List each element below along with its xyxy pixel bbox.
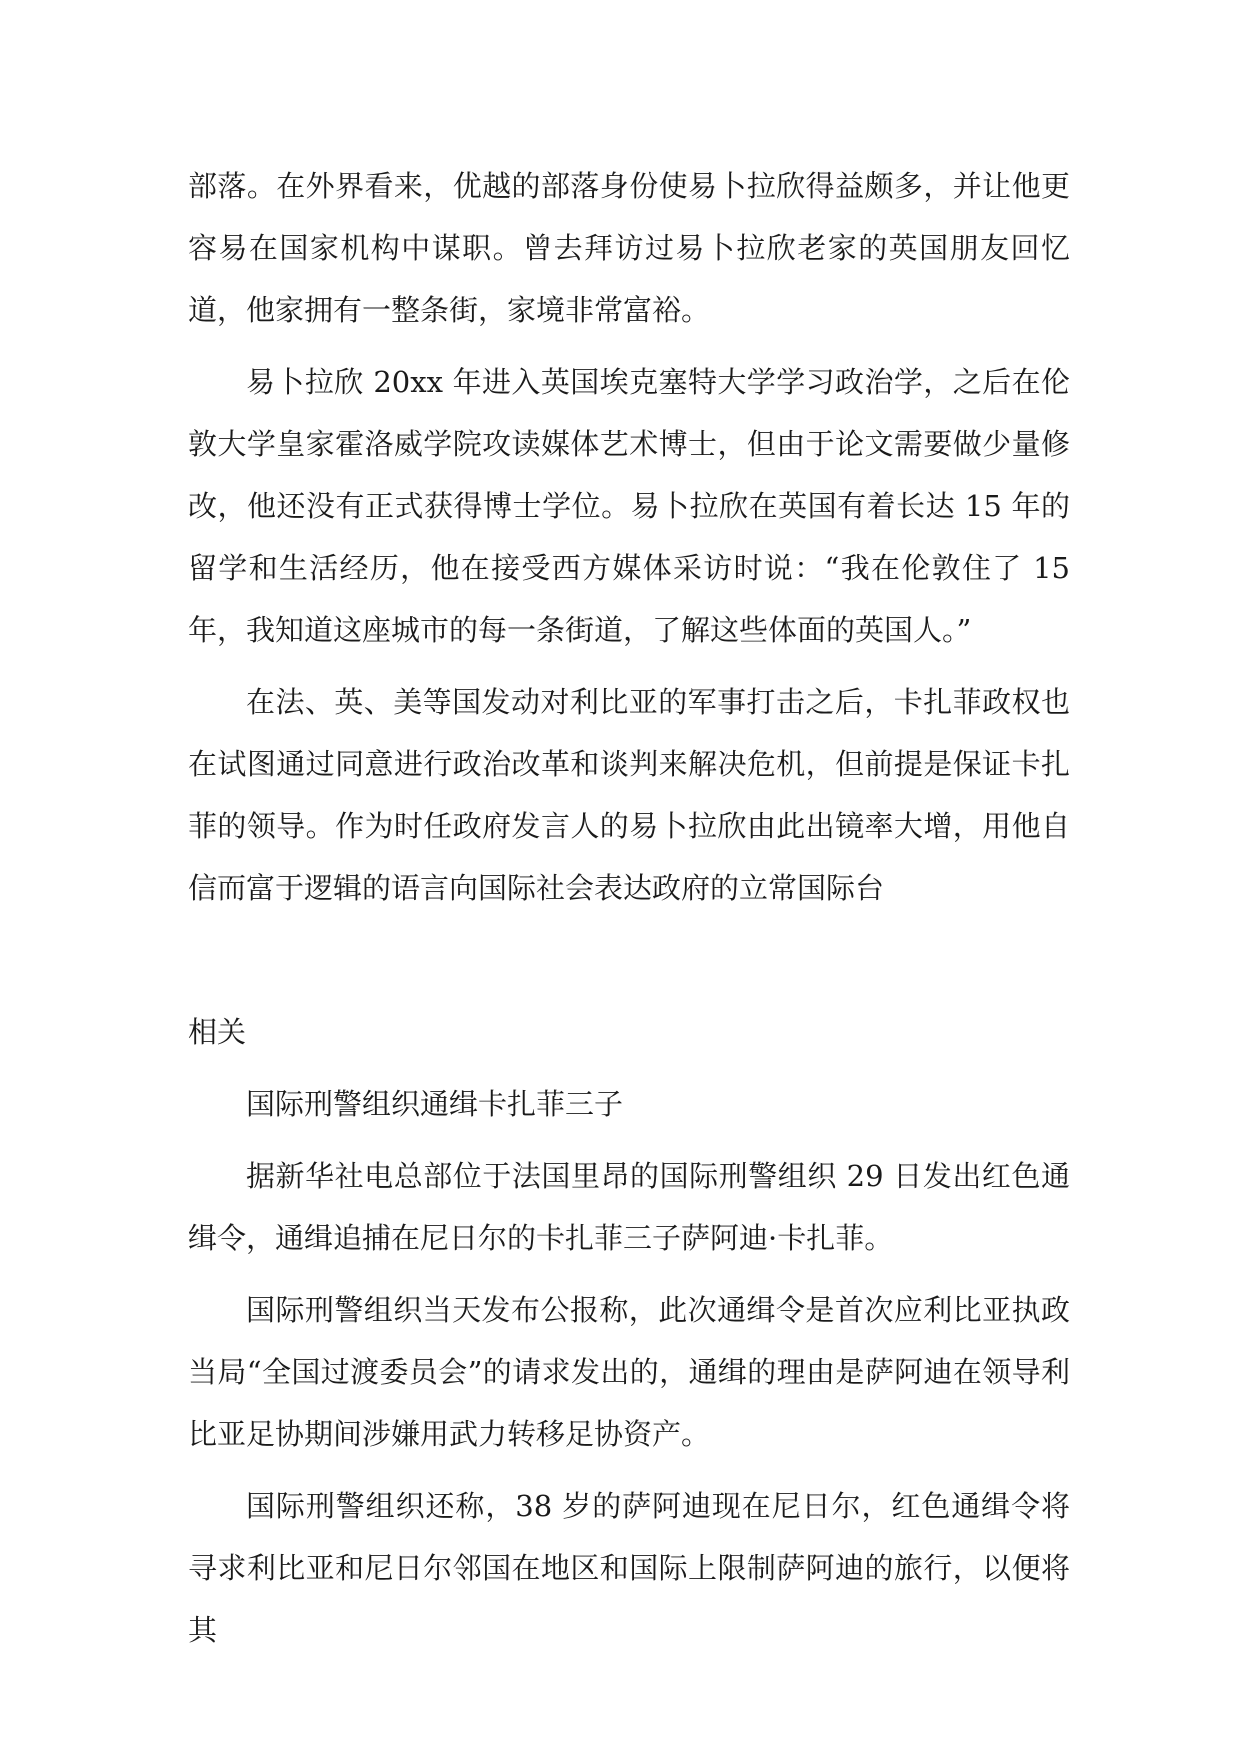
article-paragraph: 易卜拉欣 20xx 年进入英国埃克塞特大学学习政治学，之后在伦敦大学皇家霍洛威学院攻读媒体艺术博士，但由于论文需要做少量修改，他还没有正式获得博士学位。易卜拉欣在英国有着长达 15 年的留学和生活经历，他在接受西方媒体采访时说：“我在伦敦住了 15 年，我知道这座城市的每一条街道，了解这些体面的英国人。” [188, 365, 1070, 647]
article-paragraph: 部落。在外界看来，优越的部落身份使易卜拉欣得益颇多，并让他更容易在国家机构中谋职。曾去拜访过易卜拉欣老家的英国朋友回忆道，他家拥有一整条街，家境非常富裕。 [188, 169, 1070, 327]
related-paragraph: 国际刑警组织还称，38 岁的萨阿迪现在尼日尔，红色通缉令将寻求利比亚和尼日尔邻国在地区和国际上限制萨阿迪的旅行，以便将其 [188, 1489, 1070, 1647]
article-paragraph: 在法、英、美等国发动对利比亚的军事打击之后，卡扎菲政权也在试图通过同意进行政治改革和谈判来解决危机，但前提是保证卡扎菲的领导。作为时任政府发言人的易卜拉欣由此出镜率大增，用他自信而富于逻辑的语言向国际社会表达政府的立常国际台 [188, 685, 1070, 905]
related-paragraph: 据新华社电总部位于法国里昂的国际刑警组织 29 日发出红色通缉令，通缉追捕在尼日尔的卡扎菲三子萨阿迪·卡扎菲。 [188, 1159, 1070, 1255]
document-body [188, 155, 1070, 1671]
related-article-title: 国际刑警组织通缉卡扎菲三子 [246, 1087, 624, 1121]
related-paragraph: 国际刑警组织当天发布公报称，此次通缉令是首次应利比亚执政当局“全国过渡委员会”的请求发出的，通缉的理由是萨阿迪在领导利比亚足协期间涉嫌用武力转移足协资产。 [188, 1293, 1070, 1451]
related-heading: 相关 [188, 1015, 247, 1049]
